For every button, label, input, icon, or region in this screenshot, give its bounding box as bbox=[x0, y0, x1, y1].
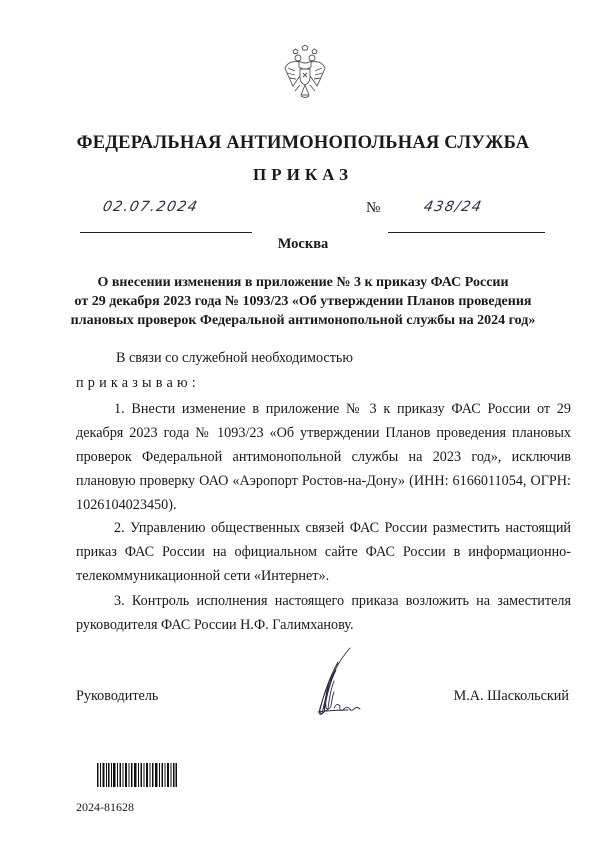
order-number: 438/24 bbox=[422, 199, 484, 215]
order-paragraph-1: 1. Внести изменение в приложение № 3 к приказу ФАС России от 29 декабря 2023 года № 1093/23 «Об утверждении Планов проведения плановых проверок Федеральной антимонопольной службы на 2023 год», исключив плановую проверку ОАО «Аэропорт Ростов-на-Дону» (ИНН: 6166011054, ОГРН: 1026104023450). bbox=[76, 401, 571, 513]
ordering-word: приказываю: bbox=[76, 375, 200, 391]
lead-text: В связи со служебной необходимостью bbox=[116, 350, 353, 366]
order-paragraph-2: 2. Управлению общественных связей ФАС России разместить настоящий приказ ФАС России на официальном сайте ФАС России в информационно-телекоммуникационной сети «Интернет». bbox=[76, 520, 571, 584]
document-id: 2024-81628 bbox=[76, 800, 134, 814]
number-label: № bbox=[366, 200, 381, 216]
order-title: ПРИКАЗ bbox=[253, 165, 353, 184]
signature-icon bbox=[298, 644, 368, 724]
barcode-icon bbox=[97, 763, 177, 787]
date-underline bbox=[80, 214, 252, 233]
subject-line: плановых проверок Федеральной антимонопольной службы на 2024 год» bbox=[70, 313, 536, 328]
signatory-role: Руководитель bbox=[76, 688, 159, 704]
coat-of-arms-icon bbox=[283, 44, 327, 106]
subject-line: от 29 декабря 2023 года № 1093/23 «Об утверждении Планов проведения bbox=[74, 294, 532, 309]
subject-line: О внесении изменения в приложение № 3 к приказу ФАС России bbox=[97, 275, 509, 290]
signatory-name: М.А. Шаскольский bbox=[453, 688, 569, 704]
city: Москва bbox=[277, 236, 329, 252]
order-subject bbox=[60, 273, 546, 330]
number-underline bbox=[388, 214, 545, 233]
order-paragraph-3: 3. Контроль исполнения настоящего приказа возложить на заместителя руководителя ФАС России Н.Ф. Галимханову. bbox=[76, 593, 571, 633]
agency-name: ФЕДЕРАЛЬНАЯ АНТИМОНОПОЛЬНАЯ СЛУЖБА bbox=[76, 133, 530, 153]
order-date: 02.07.2024 bbox=[101, 199, 200, 215]
